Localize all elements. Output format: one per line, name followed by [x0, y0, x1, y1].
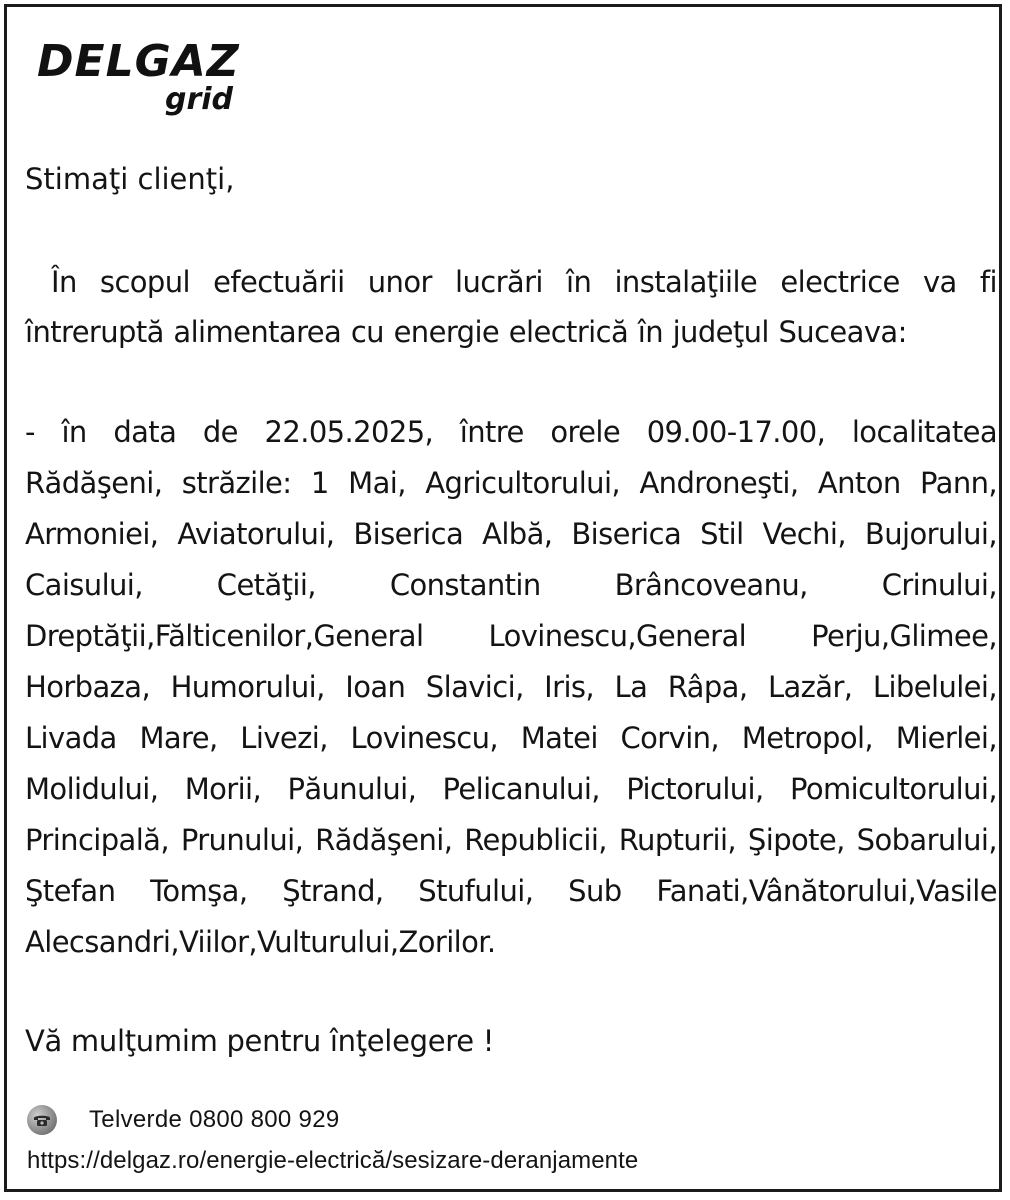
logo-wordmark: DELGAZ: [37, 36, 240, 87]
report-outage-link[interactable]: https://delgaz.ro/energie-electrică/sesizare-deranjamente: [27, 1147, 639, 1174]
thank-you-line: Vă mulţumim pentru înţelegere !: [25, 1024, 495, 1058]
notice-frame: [4, 4, 1002, 1192]
logo-subtitle: grid: [165, 82, 234, 117]
outage-details-paragraph: - în data de 22.05.2025, între orele 09.00-17.00, localitatea Rădăşeni, străzile: 1 Mai, Agricultorului, Androneşti, Anton Pann, Armoniei, Aviatorului, Biserica Albă, Biserica Stil Vechi, Bujorului, Caisului, Cetăţii, Constantin Brâncoveanu, Crinului, Dreptăţii,Fălticenilor,General Lovinescu,General Perju,Glimee, Horbaza, Humorului, Ioan Slavici, Iris, La Râpa, Lazăr, Libelulei, Livada Mare, Livezi, Lovinescu, Matei Corvin, Metropol, Mierlei, Molidului, Morii, Păunului, Pelicanului, Pictorului, Pomicultorului, Principală, Prunului, Rădăşeni, Republicii, Rupturii, Şipote, Sobarului, Ştefan Tomşa, Ştrand, Stufului, Sub Fanati,Vânătorului,Vasile Alecsandri,Viilor,Vulturului,Zorilor.: [25, 415, 997, 959]
phone-number: Telverde 0800 800 929: [89, 1106, 340, 1133]
greeting: Stimaţi clienţi,: [25, 162, 235, 196]
intro-paragraph: În scopul efectuării unor lucrări în instalaţiile electrice va fi întreruptă alimentarea cu energie electrică în judeţul Suceava:: [25, 265, 997, 349]
delgaz-grid-logo: [37, 37, 267, 127]
phone-icon: [27, 1105, 57, 1135]
phone-contact: [27, 1102, 340, 1138]
